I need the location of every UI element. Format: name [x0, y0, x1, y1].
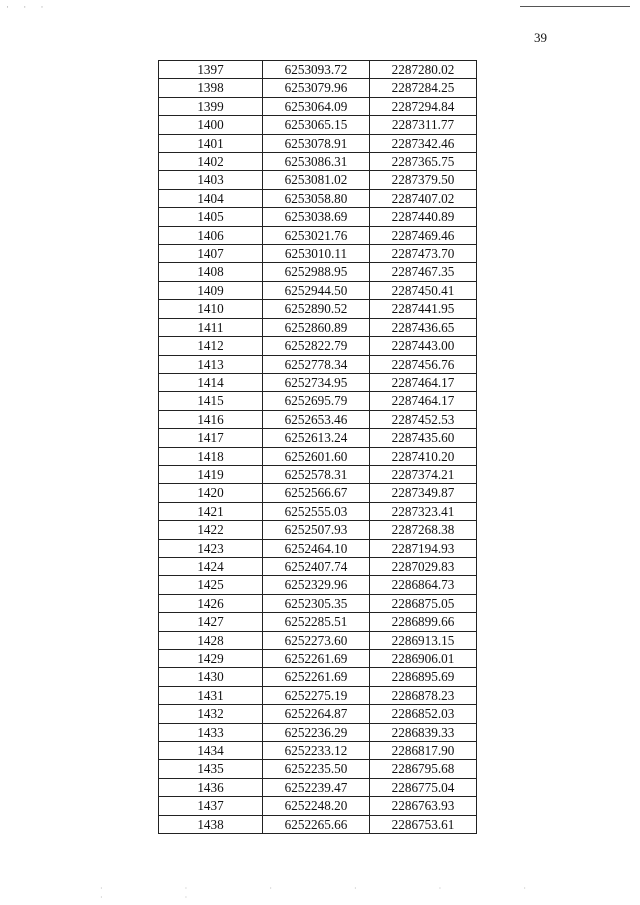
- x-coordinate-cell: 6252988.95: [263, 263, 370, 281]
- table-row: [159, 79, 477, 97]
- table-row: [159, 318, 477, 336]
- x-coordinate-cell: 6252890.52: [263, 300, 370, 318]
- table-row: [159, 778, 477, 796]
- table-row: [159, 171, 477, 189]
- point-number-cell: 1416: [159, 410, 263, 428]
- table-row: [159, 521, 477, 539]
- x-coordinate-cell: 6253064.09: [263, 97, 370, 115]
- x-coordinate-cell: 6252236.29: [263, 723, 370, 741]
- point-number-cell: 1406: [159, 226, 263, 244]
- y-coordinate-cell: 2286913.15: [370, 631, 477, 649]
- point-number-cell: 1398: [159, 79, 263, 97]
- y-coordinate-cell: 2287435.60: [370, 429, 477, 447]
- table-row: [159, 594, 477, 612]
- x-coordinate-cell: 6252613.24: [263, 429, 370, 447]
- x-coordinate-cell: 6252578.31: [263, 465, 370, 483]
- coordinates-table: [158, 60, 477, 834]
- y-coordinate-cell: 2287194.93: [370, 539, 477, 557]
- y-coordinate-cell: 2287349.87: [370, 484, 477, 502]
- y-coordinate-cell: 2287443.00: [370, 337, 477, 355]
- y-coordinate-cell: 2287029.83: [370, 557, 477, 575]
- point-number-cell: 1407: [159, 245, 263, 263]
- y-coordinate-cell: 2287464.17: [370, 392, 477, 410]
- x-coordinate-cell: 6252233.12: [263, 742, 370, 760]
- y-coordinate-cell: 2287365.75: [370, 153, 477, 171]
- point-number-cell: 1415: [159, 392, 263, 410]
- point-number-cell: 1401: [159, 134, 263, 152]
- y-coordinate-cell: 2286906.01: [370, 650, 477, 668]
- x-coordinate-cell: 6252239.47: [263, 778, 370, 796]
- x-coordinate-cell: 6252407.74: [263, 557, 370, 575]
- y-coordinate-cell: 2287452.53: [370, 410, 477, 428]
- x-coordinate-cell: 6253038.69: [263, 208, 370, 226]
- table-row: [159, 300, 477, 318]
- x-coordinate-cell: 6253010.11: [263, 245, 370, 263]
- y-coordinate-cell: 2286763.93: [370, 797, 477, 815]
- table-row: [159, 189, 477, 207]
- x-coordinate-cell: 6252305.35: [263, 594, 370, 612]
- point-number-cell: 1402: [159, 153, 263, 171]
- x-coordinate-cell: 6252601.60: [263, 447, 370, 465]
- point-number-cell: 1403: [159, 171, 263, 189]
- point-number-cell: 1425: [159, 576, 263, 594]
- y-coordinate-cell: 2286839.33: [370, 723, 477, 741]
- x-coordinate-cell: 6252248.20: [263, 797, 370, 815]
- point-number-cell: 1400: [159, 116, 263, 134]
- table-row: [159, 373, 477, 391]
- table-row: [159, 263, 477, 281]
- x-coordinate-cell: 6252944.50: [263, 281, 370, 299]
- table-row: [159, 153, 477, 171]
- x-coordinate-cell: 6252860.89: [263, 318, 370, 336]
- table-row: [159, 410, 477, 428]
- x-coordinate-cell: 6252261.69: [263, 650, 370, 668]
- table-row: [159, 760, 477, 778]
- y-coordinate-cell: 2287469.46: [370, 226, 477, 244]
- page-number: 39: [534, 30, 547, 45]
- x-coordinate-cell: 6253058.80: [263, 189, 370, 207]
- table-row: [159, 134, 477, 152]
- point-number-cell: 1424: [159, 557, 263, 575]
- point-number-cell: 1428: [159, 631, 263, 649]
- point-number-cell: 1432: [159, 705, 263, 723]
- table-row: [159, 797, 477, 815]
- table-row: [159, 631, 477, 649]
- y-coordinate-cell: 2287440.89: [370, 208, 477, 226]
- point-number-cell: 1426: [159, 594, 263, 612]
- table-row: [159, 650, 477, 668]
- point-number-cell: 1429: [159, 650, 263, 668]
- table-row: [159, 429, 477, 447]
- table-row: [159, 465, 477, 483]
- x-coordinate-cell: 6252555.03: [263, 502, 370, 520]
- table-row: [159, 539, 477, 557]
- table-row: [159, 502, 477, 520]
- y-coordinate-cell: 2287464.17: [370, 373, 477, 391]
- point-number-cell: 1404: [159, 189, 263, 207]
- point-number-cell: 1430: [159, 668, 263, 686]
- x-coordinate-cell: 6252566.67: [263, 484, 370, 502]
- table-row: [159, 723, 477, 741]
- table-row: [159, 208, 477, 226]
- table-row: [159, 355, 477, 373]
- x-coordinate-cell: 6252235.50: [263, 760, 370, 778]
- point-number-cell: 1414: [159, 373, 263, 391]
- coordinates-table-body: [159, 61, 477, 834]
- y-coordinate-cell: 2286753.61: [370, 815, 477, 833]
- table-row: [159, 245, 477, 263]
- y-coordinate-cell: 2287407.02: [370, 189, 477, 207]
- x-coordinate-cell: 6252464.10: [263, 539, 370, 557]
- y-coordinate-cell: 2287294.84: [370, 97, 477, 115]
- y-coordinate-cell: 2287436.65: [370, 318, 477, 336]
- x-coordinate-cell: 6252778.34: [263, 355, 370, 373]
- y-coordinate-cell: 2287268.38: [370, 521, 477, 539]
- y-coordinate-cell: 2287410.20: [370, 447, 477, 465]
- y-coordinate-cell: 2286895.69: [370, 668, 477, 686]
- y-coordinate-cell: 2286864.73: [370, 576, 477, 594]
- point-number-cell: 1411: [159, 318, 263, 336]
- y-coordinate-cell: 2287450.41: [370, 281, 477, 299]
- x-coordinate-cell: 6252734.95: [263, 373, 370, 391]
- point-number-cell: 1412: [159, 337, 263, 355]
- point-number-cell: 1405: [159, 208, 263, 226]
- x-coordinate-cell: 6253078.91: [263, 134, 370, 152]
- x-coordinate-cell: 6252275.19: [263, 686, 370, 704]
- table-row: [159, 61, 477, 79]
- point-number-cell: 1410: [159, 300, 263, 318]
- x-coordinate-cell: 6252264.87: [263, 705, 370, 723]
- x-coordinate-cell: 6252822.79: [263, 337, 370, 355]
- point-number-cell: 1436: [159, 778, 263, 796]
- table-row: [159, 226, 477, 244]
- y-coordinate-cell: 2287323.41: [370, 502, 477, 520]
- point-number-cell: 1427: [159, 613, 263, 631]
- table-row: [159, 613, 477, 631]
- y-coordinate-cell: 2287456.76: [370, 355, 477, 373]
- table-row: [159, 116, 477, 134]
- y-coordinate-cell: 2286795.68: [370, 760, 477, 778]
- table-row: [159, 484, 477, 502]
- point-number-cell: 1420: [159, 484, 263, 502]
- table-row: [159, 668, 477, 686]
- x-coordinate-cell: 6253081.02: [263, 171, 370, 189]
- y-coordinate-cell: 2287342.46: [370, 134, 477, 152]
- table-row: [159, 705, 477, 723]
- x-coordinate-cell: 6252695.79: [263, 392, 370, 410]
- y-coordinate-cell: 2287311.77: [370, 116, 477, 134]
- x-coordinate-cell: 6252261.69: [263, 668, 370, 686]
- scan-marks-bottom: · · · · · · · ·: [100, 884, 566, 902]
- x-coordinate-cell: 6253093.72: [263, 61, 370, 79]
- y-coordinate-cell: 2287374.21: [370, 465, 477, 483]
- point-number-cell: 1413: [159, 355, 263, 373]
- y-coordinate-cell: 2286817.90: [370, 742, 477, 760]
- point-number-cell: 1423: [159, 539, 263, 557]
- x-coordinate-cell: 6253079.96: [263, 79, 370, 97]
- x-coordinate-cell: 6252653.46: [263, 410, 370, 428]
- point-number-cell: 1431: [159, 686, 263, 704]
- table-row: [159, 742, 477, 760]
- x-coordinate-cell: 6253086.31: [263, 153, 370, 171]
- y-coordinate-cell: 2287379.50: [370, 171, 477, 189]
- y-coordinate-cell: 2286878.23: [370, 686, 477, 704]
- point-number-cell: 1419: [159, 465, 263, 483]
- y-coordinate-cell: 2286775.04: [370, 778, 477, 796]
- x-coordinate-cell: 6252507.93: [263, 521, 370, 539]
- y-coordinate-cell: 2287280.02: [370, 61, 477, 79]
- point-number-cell: 1421: [159, 502, 263, 520]
- table-row: [159, 447, 477, 465]
- point-number-cell: 1418: [159, 447, 263, 465]
- y-coordinate-cell: 2287473.70: [370, 245, 477, 263]
- point-number-cell: 1434: [159, 742, 263, 760]
- table-row: [159, 557, 477, 575]
- point-number-cell: 1435: [159, 760, 263, 778]
- y-coordinate-cell: 2287467.35: [370, 263, 477, 281]
- x-coordinate-cell: 6253021.76: [263, 226, 370, 244]
- table-row: [159, 392, 477, 410]
- point-number-cell: 1397: [159, 61, 263, 79]
- point-number-cell: 1438: [159, 815, 263, 833]
- table-row: [159, 686, 477, 704]
- table-row: [159, 337, 477, 355]
- y-coordinate-cell: 2287441.95: [370, 300, 477, 318]
- point-number-cell: 1417: [159, 429, 263, 447]
- table-row: [159, 281, 477, 299]
- y-coordinate-cell: 2286899.66: [370, 613, 477, 631]
- x-coordinate-cell: 6253065.15: [263, 116, 370, 134]
- table-row: [159, 576, 477, 594]
- point-number-cell: 1433: [159, 723, 263, 741]
- header-rule: [520, 6, 630, 7]
- x-coordinate-cell: 6252265.66: [263, 815, 370, 833]
- y-coordinate-cell: 2287284.25: [370, 79, 477, 97]
- y-coordinate-cell: 2286852.03: [370, 705, 477, 723]
- x-coordinate-cell: 6252285.51: [263, 613, 370, 631]
- point-number-cell: 1399: [159, 97, 263, 115]
- point-number-cell: 1437: [159, 797, 263, 815]
- x-coordinate-cell: 6252273.60: [263, 631, 370, 649]
- point-number-cell: 1422: [159, 521, 263, 539]
- table-row: [159, 97, 477, 115]
- x-coordinate-cell: 6252329.96: [263, 576, 370, 594]
- point-number-cell: 1408: [159, 263, 263, 281]
- y-coordinate-cell: 2286875.05: [370, 594, 477, 612]
- table-row: [159, 815, 477, 833]
- scan-marks: · · ·: [6, 2, 50, 12]
- point-number-cell: 1409: [159, 281, 263, 299]
